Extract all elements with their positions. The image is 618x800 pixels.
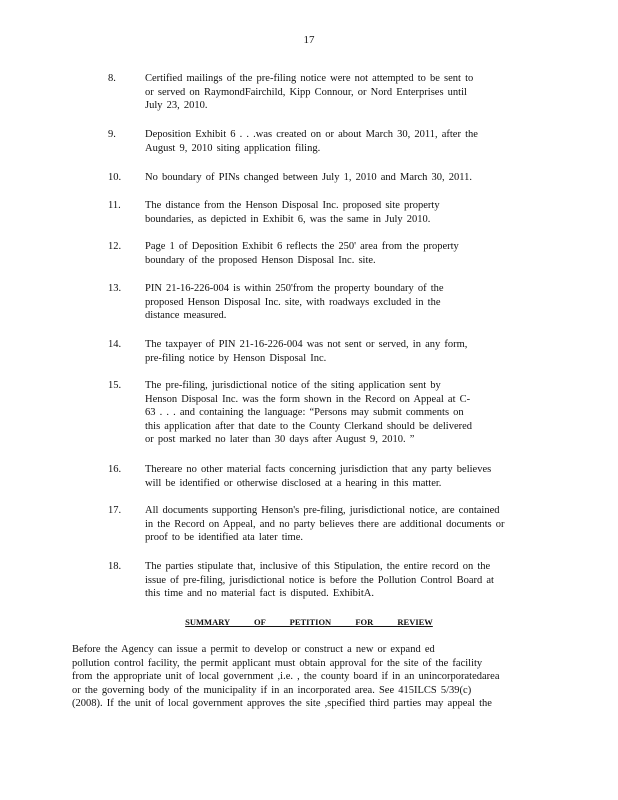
- fact-number: 13.: [108, 283, 122, 294]
- fact-text: The distance from the Henson Disposal Inc. proposed site property boundaries, as depicted in Exhibit 6, was the same in July 2010.: [145, 200, 440, 225]
- fact-text: Page 1 of Deposition Exhibit 6 reflects the 250' area from the property boundary of the proposed Henson Disposal Inc. site.: [145, 241, 459, 266]
- fact-number: 10.: [108, 172, 122, 183]
- section-heading: [0, 617, 618, 627]
- fact-text: Deposition Exhibit 6 . . .was created on or about March 30, 2011, after the August 9, 2010 siting application filing.: [145, 129, 478, 154]
- body-paragraph: Before the Agency can issue a permit to develop or construct a new or expand ed pollution control facility, the permit applicant must obtain approval for the site of the facility from the appropriate unit of local government ,i.e. , the county board if in an unincorporatedarea or the governing body of the municipality if in an incorporated area. See 415ILCS 5/39(c) (2008). If the unit of local government approves the site ,specified third parties may appeal the: [72, 644, 500, 709]
- fact-text: The parties stipulate that, inclusive of this Stipulation, the entire record on the issue of pre-filing, jurisdictional notice is before the Pollution Control Board at this time and no material fact is disputed. ExhibitA.: [145, 561, 494, 599]
- fact-number: 12.: [108, 241, 122, 252]
- fact-number: 11.: [108, 200, 121, 211]
- fact-number: 17.: [108, 505, 122, 516]
- fact-number: 9.: [108, 129, 116, 140]
- fact-text: Thereare no other material facts concerning jurisdiction that any party believes will be identified or otherwise disclosed at a hearing in this matter.: [145, 464, 492, 489]
- section-heading-text: SUMMARY OF PETITION FOR REVIEW: [185, 617, 433, 627]
- fact-number: 14.: [108, 339, 122, 350]
- fact-text: No boundary of PINs changed between July 1, 2010 and March 30, 2011.: [145, 172, 473, 183]
- fact-number: 15.: [108, 380, 122, 391]
- fact-text: Certified mailings of the pre-filing notice were not attempted to be sent to or served on RaymondFairchild, Kipp Connour, or Nord Enterprises until July 23, 2010.: [145, 73, 474, 111]
- fact-text: PIN 21-16-226-004 is within 250'from the property boundary of the proposed Henson Disposal Inc. site, with roadways excluded in the distance measured.: [145, 283, 444, 321]
- fact-number: 16.: [108, 464, 122, 475]
- page-number: 17: [303, 34, 315, 46]
- fact-text: All documents supporting Henson's pre-filing, jurisdictional notice, are contained in the Record on Appeal, and no party believes there are additional documents or proof to be identified ata later time.: [145, 505, 505, 543]
- fact-text: The taxpayer of PIN 21-16-226-004 was not sent or served, in any form, pre-filing notice by Henson Disposal Inc.: [145, 339, 468, 364]
- fact-text: The pre-filing, jurisdictional notice of the siting application sent by Henson Disposal Inc. was the form shown in the Record on Appeal at C- 63 . . . and containing the language: “Persons may submit comments on this application after that date to the County Clerkand should be delivered or post marked no later than 30 days after August 9, 2010. ”: [145, 380, 473, 445]
- fact-number: 8.: [108, 73, 116, 84]
- fact-number: 18.: [108, 561, 122, 572]
